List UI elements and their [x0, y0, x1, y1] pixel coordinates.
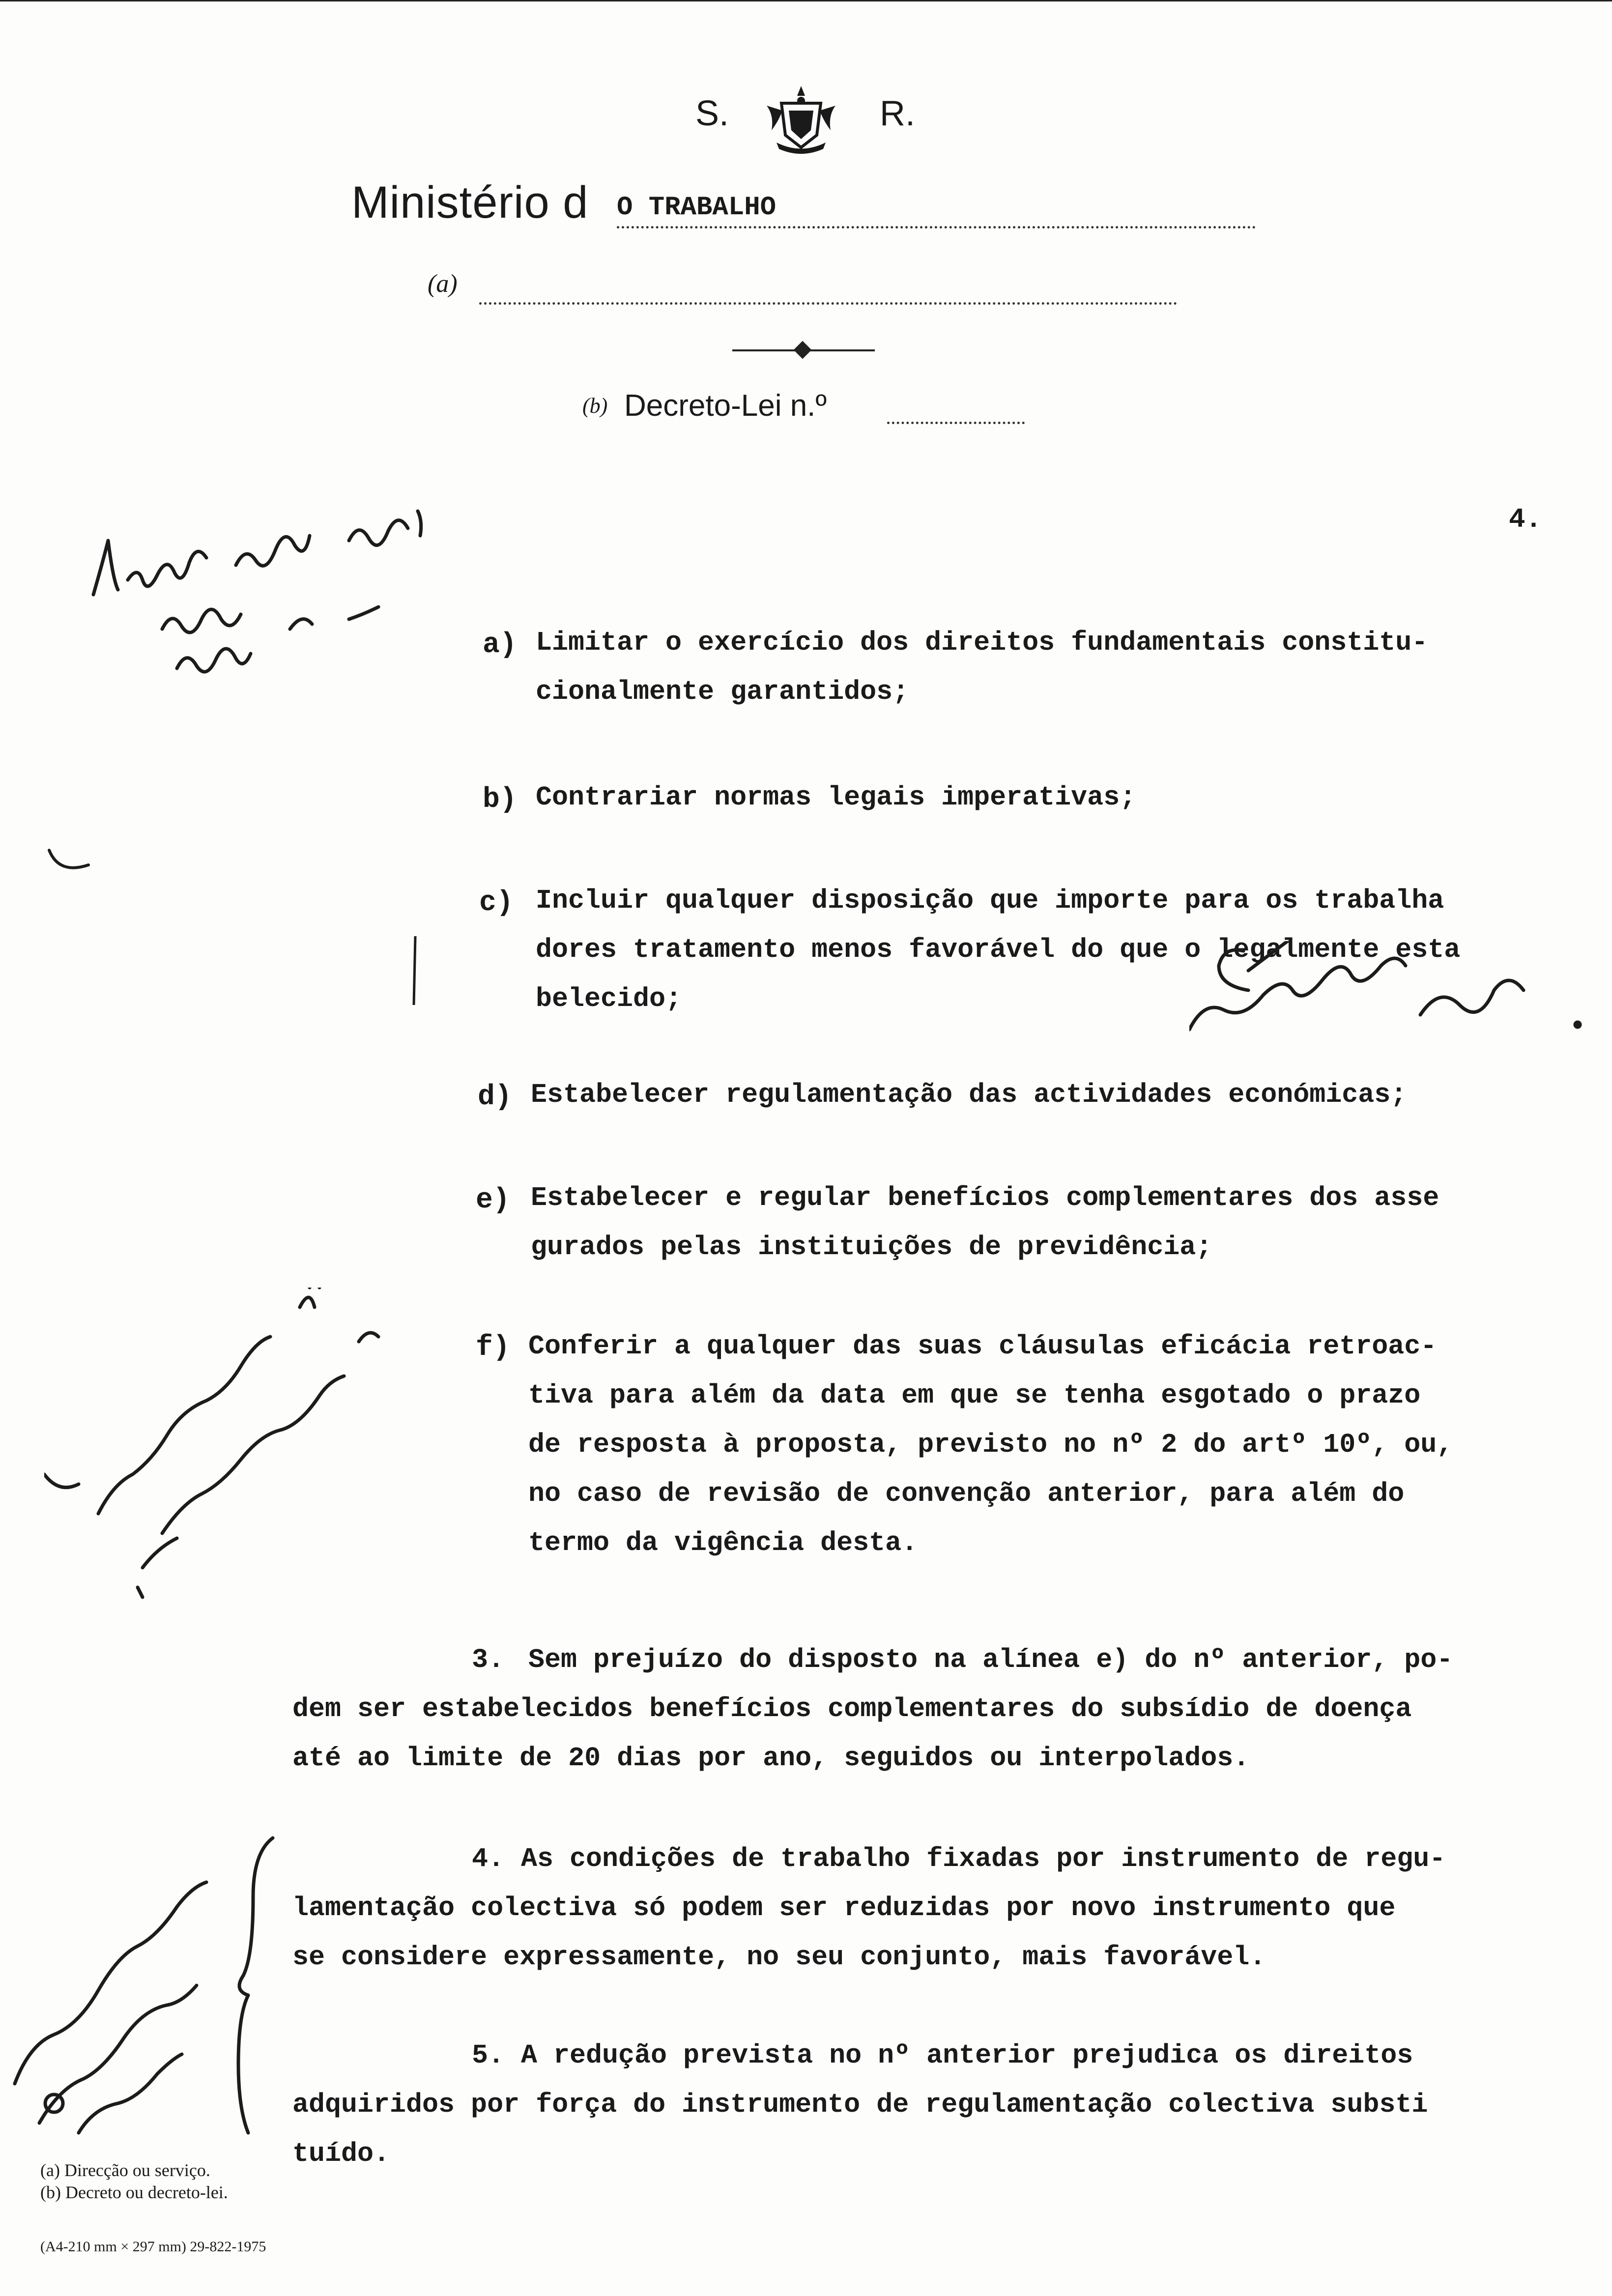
item-line: Limitar o exercício dos direitos fundamentais constitu- [536, 627, 1428, 658]
item-line: termo da vigência desta. [528, 1527, 918, 1558]
paragraph-body [292, 1884, 1395, 1982]
item-line: cionalmente garantidos; [536, 676, 909, 707]
seal-letter-s: S. [695, 94, 729, 133]
paragraph-number: 3. [472, 1644, 505, 1675]
divider-diamond-icon [794, 341, 812, 359]
item-line: Contrariar normas legais imperativas; [536, 782, 1136, 813]
item-line: Conferir a qualquer das suas cláusulas eficácia retroac- [528, 1331, 1437, 1362]
paragraph-line: se considere expressamente, no seu conjunto, mais favorável. [292, 1942, 1266, 1973]
item-text [536, 618, 1428, 717]
paragraph-line: adquiridos por força do instrumento de regulamentação colectiva substi [292, 2089, 1428, 2120]
paper-specs: (A4-210 mm × 297 mm) 29-822-1975 [40, 2239, 266, 2255]
item-label: f) [476, 1332, 510, 1364]
paragraph-body [292, 1685, 1411, 1783]
item-text [536, 773, 1136, 822]
paragraph-first-line: A redução prevista no nº anterior prejudica os direitos [521, 2040, 1413, 2071]
item-label: e) [476, 1184, 510, 1216]
paragraph-first-line: As condições de trabalho fixadas por instrumento de regu- [521, 1843, 1446, 1874]
handwritten-note-icon [74, 482, 467, 708]
direction-dotted-line [479, 302, 1177, 305]
paragraph-number: 5. [472, 2040, 505, 2071]
ministry-dotted-line [617, 226, 1256, 229]
decree-dotted-line [887, 422, 1025, 424]
paragraph-body [292, 2080, 1428, 2179]
margin-bar-icon [408, 934, 423, 1007]
ministry-heading: Ministério d [351, 177, 589, 228]
item-text [536, 876, 1460, 1024]
item-text [531, 1174, 1439, 1272]
item-line: Incluir qualquer disposição que importe para os trabalha [536, 885, 1444, 916]
item-line: de resposta à proposta, previsto no nº 2 do artº 10º, ou, [528, 1429, 1453, 1460]
page-number: 4. [1509, 504, 1542, 535]
item-line: no caso de revisão de convenção anterior, para além do [528, 1478, 1405, 1509]
direction-marker: (a) [428, 270, 458, 298]
paragraph-line: até ao limite de 20 dias por ano, seguidos ou interpolados. [292, 1743, 1250, 1774]
ministry-name: O TRABALHO [617, 193, 777, 223]
paragraph-first-line: Sem prejuízo do disposto na alínea e) do nº anterior, po- [528, 1644, 1453, 1675]
paragraph-number: 4. [472, 1843, 505, 1874]
paragraph-line: lamentação colectiva só podem ser reduzidas por novo instrumento que [292, 1893, 1396, 1923]
item-text [528, 1322, 1453, 1568]
handwritten-note-retroactive-icon [44, 1288, 428, 1607]
item-label: b) [483, 784, 517, 816]
decree-marker: (b) [582, 394, 608, 418]
top-border [0, 0, 1612, 1]
item-line: gurados pelas instituições de previdência; [531, 1232, 1212, 1263]
paragraph-line: tuído. [292, 2138, 390, 2169]
item-label: a) [483, 629, 517, 661]
item-line: tiva para além da data em que se tenha esgotado o prazo [528, 1380, 1421, 1411]
item-line: Estabelecer regulamentação das actividades económicas; [531, 1079, 1407, 1110]
item-line: belecido; [536, 983, 682, 1014]
item-text [531, 1070, 1407, 1119]
paragraph-line: dem ser estabelecidos benefícios complementares do subsídio de doença [292, 1693, 1412, 1724]
footnote-a: (a) Direcção ou serviço. [40, 2160, 210, 2180]
coat-of-arms-icon [752, 81, 850, 155]
item-line: Estabelecer e regular benefícios complementares dos asse [531, 1182, 1439, 1213]
item-label: c) [479, 887, 514, 919]
item-line: dores tratamento menos favorável do que o legalmente esta [536, 934, 1461, 965]
item-label: d) [478, 1081, 512, 1113]
margin-mark-icon [44, 845, 103, 885]
decree-label: Decreto-Lei n.º [624, 389, 827, 423]
handwritten-note-bracket-icon [0, 1828, 295, 2152]
seal-letter-r: R. [880, 94, 915, 133]
footnote-b: (b) Decreto ou decreto-lei. [40, 2182, 228, 2202]
